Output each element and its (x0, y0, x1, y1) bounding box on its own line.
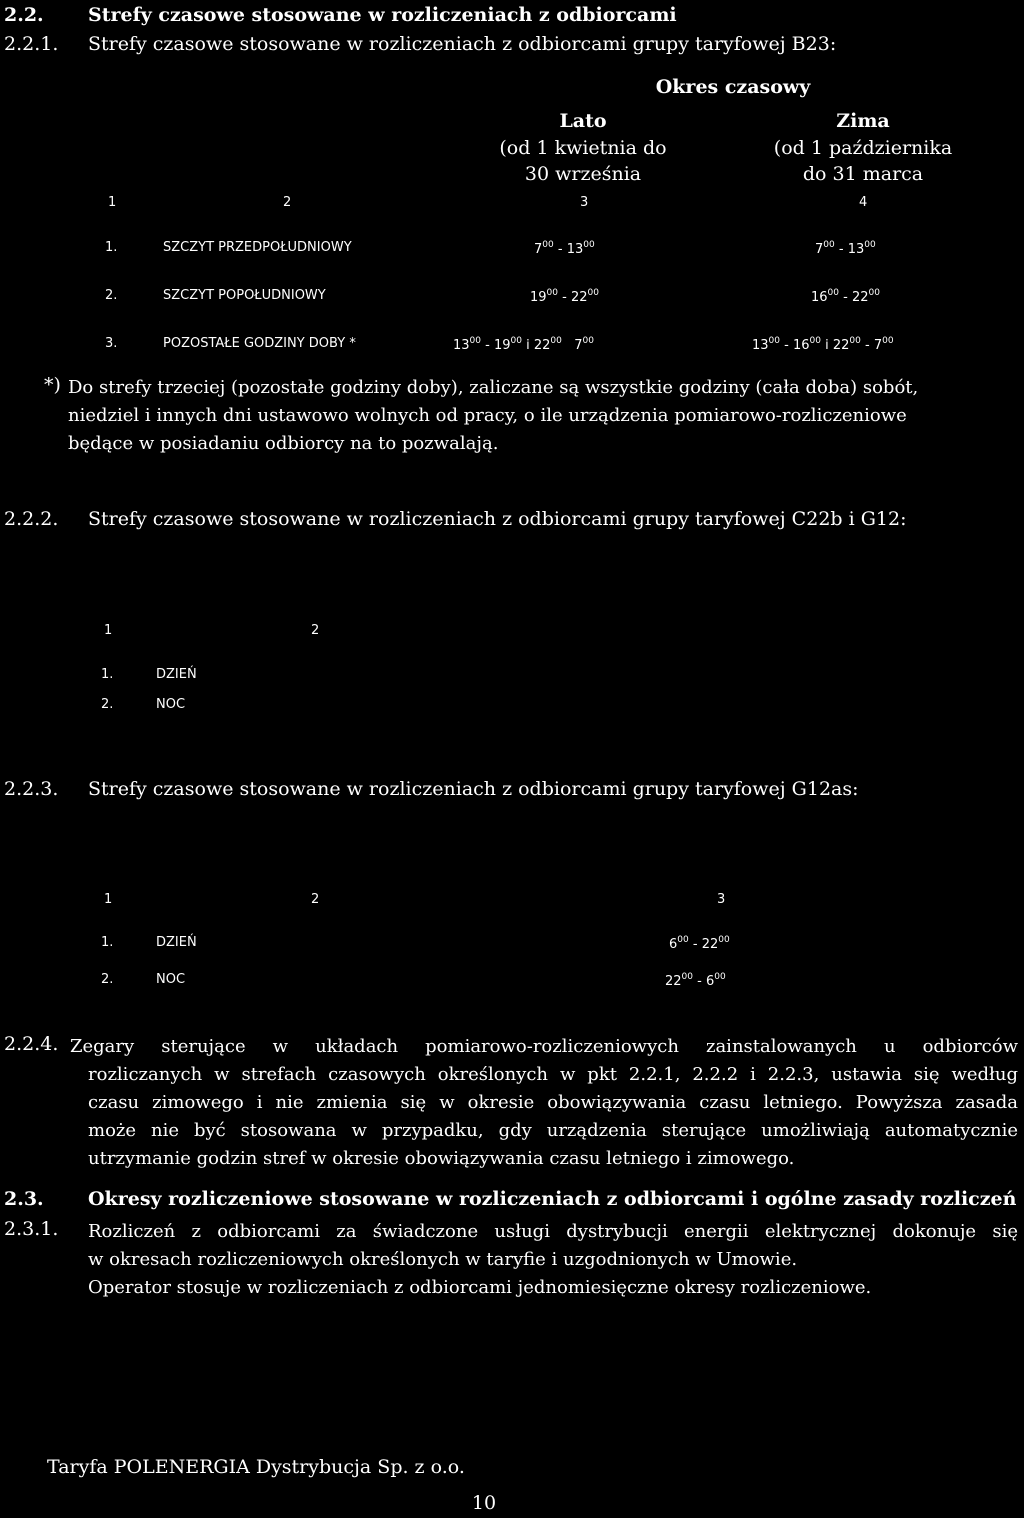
time-minutes: 00 (677, 935, 689, 945)
time-minutes: 00 (882, 336, 894, 346)
paragraph-line: może nie być stosowana w przypadku, gdy urządzenia sterujące umożliwiają automatycznie (88, 1120, 1018, 1141)
time-hour: 7 (815, 242, 824, 257)
time-minutes: 00 (809, 336, 821, 346)
time-minutes: 00 (768, 336, 780, 346)
zone-time (665, 972, 726, 989)
paragraph-line: rozliczanych w strefach czasowych określonych w pkt 2.2.1, 2.2.2 i 2.2.3, ustawia się według (88, 1064, 1018, 1085)
column-number: 1 (108, 195, 117, 210)
time-separator: - (780, 338, 793, 353)
zone-name: POZOSTAŁE GODZINY DOBY * (163, 336, 356, 351)
time-separator: - (688, 937, 702, 952)
zone-name: NOC (156, 697, 186, 712)
winter-range-1: (od 1 października (773, 137, 953, 159)
footnote-line: niedziel i innych dni ustawowo wolnych od pracy, o ile urządzenia pomiarowo-rozliczeniowe (68, 405, 907, 426)
time-separator: - (481, 338, 494, 353)
footnote-line: Do strefy trzeciej (pozostałe godziny doby), zaliczane są wszystkie godziny (cała doba) sobót, (68, 377, 919, 398)
subsection-number: 2.3.1. (4, 1218, 59, 1240)
column-number: 1 (104, 623, 113, 638)
time-minutes: 00 (510, 336, 522, 346)
summer-time (534, 240, 595, 257)
column-number: 3 (717, 892, 726, 907)
zone-name: NOC (156, 972, 186, 987)
time-hour: 13 (847, 242, 865, 257)
zone-name: DZIEŃ (156, 935, 197, 950)
row-number: 2. (101, 697, 114, 712)
time-hour: 22 (851, 290, 869, 305)
period-header: Okres czasowy (655, 76, 811, 98)
time-hour: 22 (665, 974, 682, 989)
column-number: 2 (311, 892, 320, 907)
section-title: Okresy rozliczeniowe stosowane w rozliczeniach z odbiorcami i ogólne zasady rozliczeń (88, 1188, 1017, 1210)
paragraph-line: utrzymanie godzin stref w okresie obowiązywania czasu letniego i zimowego. (88, 1148, 795, 1169)
row-number: 2. (101, 972, 114, 987)
time-separator: - (860, 338, 874, 353)
summer-header: Lato (559, 110, 607, 132)
time-separator: i (820, 338, 833, 353)
summer-range-2: 30 września (524, 163, 642, 185)
time-hour: 13 (453, 338, 470, 353)
subsection-number: 2.2.3. (4, 778, 59, 800)
zone-name: SZCZYT POPOŁUDNIOWY (163, 288, 326, 303)
time-hour: 16 (811, 290, 828, 305)
time-minutes: 00 (546, 288, 558, 298)
time-minutes: 00 (587, 288, 599, 298)
time-hour: 19 (530, 290, 547, 305)
section-title: Strefy czasowe stosowane w rozliczeniach z odbiorcami (88, 4, 677, 26)
subsection-number: 2.2.4. (4, 1033, 59, 1055)
winter-time (811, 288, 880, 305)
time-minutes: 00 (849, 336, 861, 346)
footnote-mark: *) (44, 374, 61, 396)
time-separator (562, 338, 574, 353)
time-hour: 22 (832, 338, 850, 353)
time-minutes: 00 (714, 972, 726, 982)
subsection-text: Strefy czasowe stosowane w rozliczeniach z odbiorcami grupy taryfowej C22b i G12: (88, 508, 907, 530)
time-minutes: 00 (868, 288, 880, 298)
time-minutes: 00 (864, 240, 876, 250)
section-number: 2.2. (4, 4, 44, 26)
footer-text: Taryfa POLENERGIA Dystrybucja Sp. z o.o. (47, 1456, 465, 1478)
subsection-number: 2.2.1. (4, 33, 59, 55)
row-number: 2. (105, 288, 118, 303)
subsection-text: Strefy czasowe stosowane w rozliczeniach z odbiorcami grupy taryfowej G12as: (88, 778, 859, 800)
zone-name: SZCZYT PRZEDPOŁUDNIOWY (163, 240, 352, 255)
row-number: 1. (105, 240, 118, 255)
summer-range-1: (od 1 kwietnia do (499, 137, 667, 159)
time-hour: 16 (792, 338, 810, 353)
time-hour: 7 (534, 242, 543, 257)
time-hour: 7 (574, 338, 583, 353)
time-separator: - (553, 242, 567, 257)
time-hour: 6 (669, 937, 678, 952)
row-number: 1. (101, 935, 114, 950)
subsection-number: 2.2.2. (4, 508, 59, 530)
time-minutes: 00 (583, 240, 595, 250)
time-minutes: 00 (718, 935, 730, 945)
summer-time (530, 288, 599, 305)
winter-header: Zima (836, 110, 890, 132)
time-hour: 13 (752, 338, 769, 353)
time-hour: 22 (570, 290, 588, 305)
paragraph-line: w okresach rozliczeniowych określonych w taryfie i uzgodnionych w Umowie. (88, 1249, 798, 1270)
time-separator: i (521, 338, 534, 353)
time-separator: - (834, 242, 848, 257)
time-minutes: 00 (681, 972, 693, 982)
time-hour: 22 (533, 338, 551, 353)
subsection-text (70, 1033, 1018, 1173)
winter-time (752, 336, 894, 353)
time-hour: 6 (705, 974, 715, 989)
paragraph-line: Zegary sterujące w układach pomiarowo-rozliczeniowych zainstalowanych u odbiorców (70, 1036, 1018, 1057)
paragraph-line: Operator stosuje w rozliczeniach z odbiorcami jednomiesięczne okresy rozliczeniowe. (88, 1277, 872, 1298)
footnote-line: będące w posiadaniu odbiorcy na to pozwalają. (68, 433, 499, 454)
column-number: 1 (104, 892, 113, 907)
column-number: 4 (859, 195, 868, 210)
time-separator: - (693, 974, 706, 989)
zone-name: DZIEŃ (156, 667, 197, 682)
paragraph-line: czasu zimowego i nie zmienia się w okresie obowiązywania czasu letniego. Powyższa zasada (88, 1092, 1018, 1113)
subsection-text: Strefy czasowe stosowane w rozliczeniach z odbiorcami grupy taryfowej B23: (88, 33, 837, 55)
time-hour: 22 (701, 937, 719, 952)
subsection-text (88, 1218, 1018, 1302)
row-number: 1. (101, 667, 114, 682)
time-minutes: 00 (550, 336, 562, 346)
time-hour: 7 (873, 338, 883, 353)
time-minutes: 00 (823, 240, 835, 250)
time-separator: - (558, 290, 571, 305)
time-separator: - (839, 290, 852, 305)
row-number: 3. (105, 336, 118, 351)
time-minutes: 00 (827, 288, 839, 298)
column-number: 2 (311, 623, 320, 638)
time-minutes: 00 (582, 336, 594, 346)
time-minutes: 00 (542, 240, 554, 250)
winter-time (815, 240, 876, 257)
time-minutes: 00 (469, 336, 481, 346)
footnote (68, 374, 1018, 458)
page-number: 10 (471, 1492, 497, 1514)
column-number: 3 (580, 195, 589, 210)
paragraph-line: Rozliczeń z odbiorcami za świadczone usługi dystrybucji energii elektrycznej dokonuje się (88, 1221, 1018, 1242)
zone-time (669, 935, 730, 952)
time-hour: 19 (493, 338, 511, 353)
winter-range-2: do 31 marca (802, 163, 924, 185)
column-number: 2 (283, 195, 292, 210)
section-number: 2.3. (4, 1188, 44, 1210)
time-hour: 13 (566, 242, 584, 257)
summer-time (453, 336, 594, 353)
